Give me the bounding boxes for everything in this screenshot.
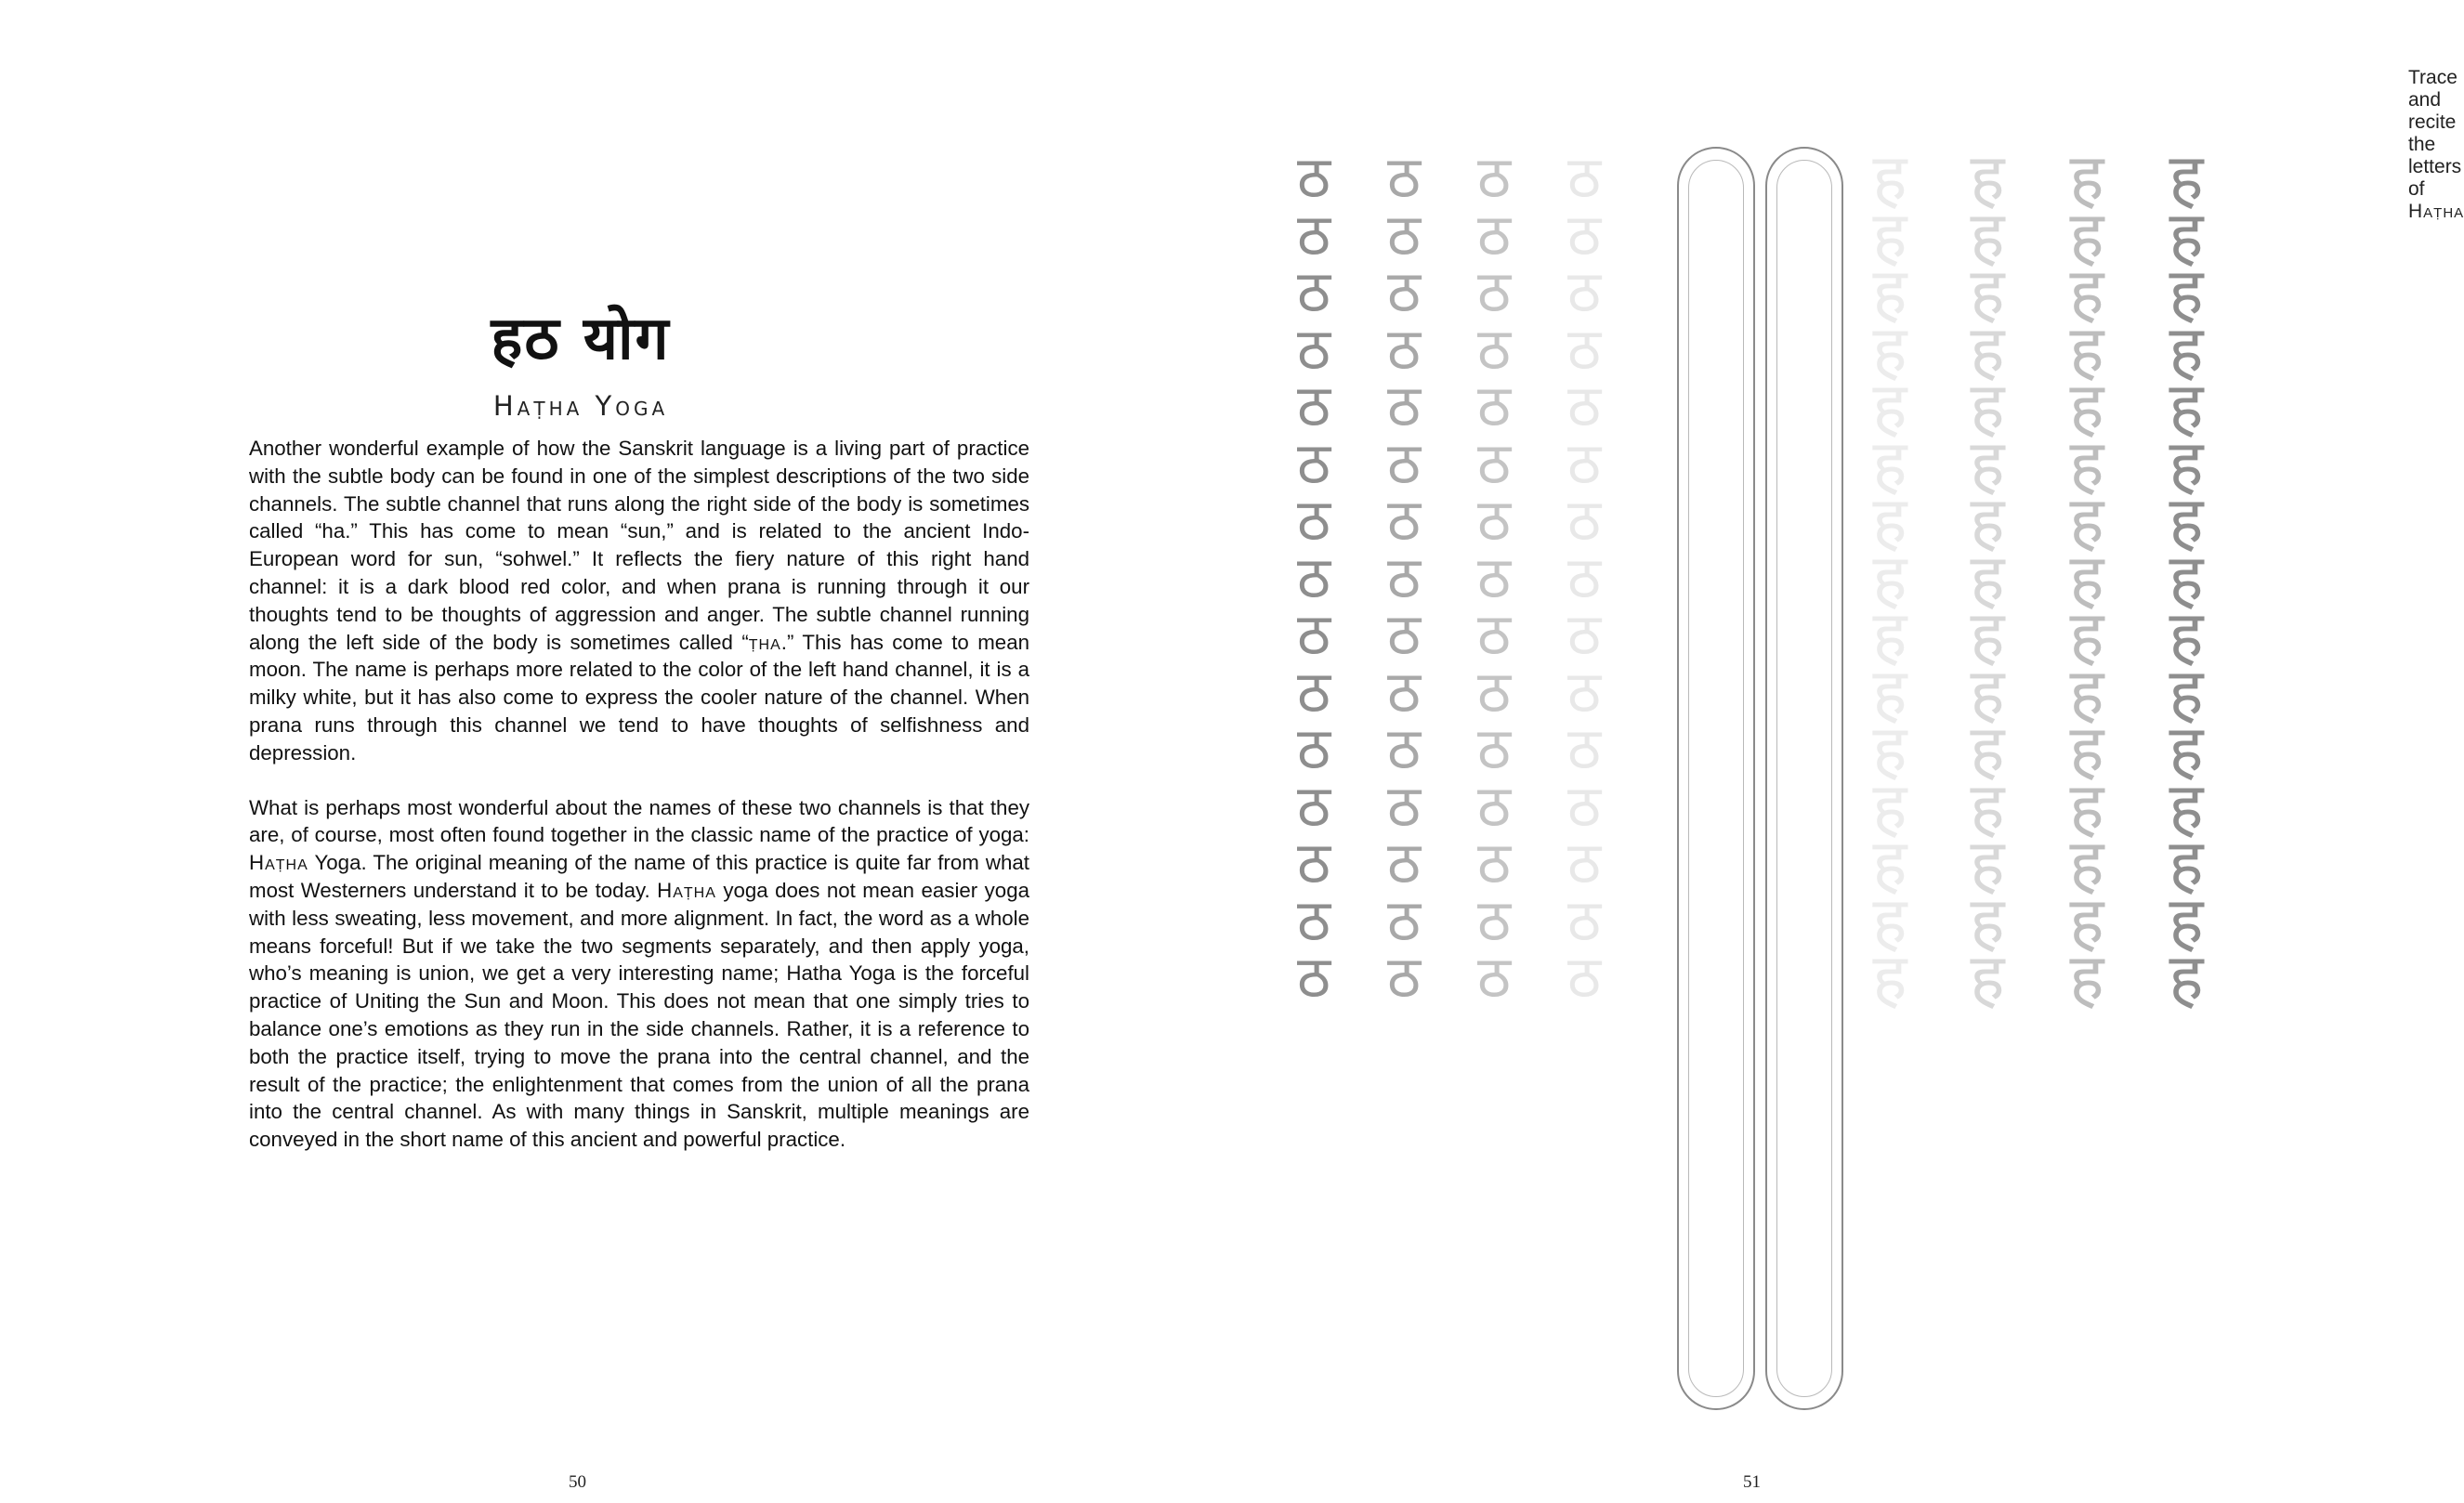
tha-glyph: ठ (1296, 714, 1331, 782)
tha-glyph: ठ (1296, 143, 1331, 211)
ha-glyph: ह (2169, 368, 2204, 444)
tha-glyph: ठ (1566, 771, 1602, 840)
tha-glyph: ठ (1476, 600, 1512, 668)
tha-glyph: ठ (1566, 829, 1602, 896)
ha-glyph: ह (1872, 711, 1907, 787)
tha-glyph: ठ (1386, 943, 1422, 1011)
text-run: .” This has come to mean moon. The name is perhaps more related to the color of the left hand channel, it is a milky white, but it has also come to express the cooler nature of the channel. When prana runs through this channel we tend to have thoughts of selfishness and depression. (249, 630, 1029, 765)
tha-glyph: ठ (1566, 428, 1602, 497)
tha-glyph: ठ (1386, 771, 1422, 840)
tha-glyph: ठ (1566, 257, 1602, 325)
ha-glyph: ह (2069, 310, 2104, 387)
tha-glyph: ठ (1296, 200, 1331, 268)
ha-glyph: ह (2069, 368, 2104, 444)
ha-glyph: ह (1872, 196, 1907, 273)
devanagari-title: हठ योग (491, 305, 671, 373)
tha-glyph: ठ (1476, 657, 1512, 725)
text-run: yoga does not mean easier yoga with less sweating, less movement, and more alignment. In fact, the word as a whole means forceful! But if we take the two segments separately, and then apply yoga, who’s meaning is union, we get a very interesting name; Hatha Yoga is the forceful practice of Uniting the Sun and Moon. This does not mean that one simply tries to balance one’s emotions as they run in the side channels. Rather, it is a reference to both the practice itself, trying to move the prana into the central channel, and the result of the practice; the enlightenment that comes from the union of all the prana into the central channel. As with many things in Sanskrit, multiple meanings are conveyed in the short name of this ancient and powerful practice. (249, 878, 1030, 1152)
tha-glyph: ठ (1566, 657, 1602, 725)
page-number-right: 51 (1743, 1472, 1761, 1492)
tha-glyph: ठ (1296, 771, 1331, 840)
ha-glyph: ह (2069, 482, 2104, 558)
ha-glyph: ह (1872, 596, 1907, 673)
ha-glyph: ह (1872, 139, 1907, 216)
ha-glyph: ह (2169, 482, 2204, 558)
tha-glyph: ठ (1386, 428, 1422, 497)
ha-glyph: ह (2069, 711, 2104, 787)
ha-glyph: ह (2169, 254, 2204, 330)
ha-glyph: ह (2069, 425, 2104, 502)
ha-glyph: ह (2169, 825, 2204, 901)
ha-glyph: ह (1970, 368, 2005, 444)
tha-glyph: ठ (1296, 372, 1331, 439)
right-page (1161, 0, 2464, 1503)
tha-glyph: ठ (1476, 943, 1512, 1011)
tha-glyph: ठ (1476, 257, 1512, 325)
ha-glyph: ह (2169, 139, 2204, 216)
tha-glyph: ठ (1296, 257, 1331, 325)
ha-glyph: ह (1970, 653, 2005, 730)
ha-glyph: ह (2169, 711, 2204, 787)
left-channel-outline (1765, 147, 1843, 1410)
ha-glyph: ह (2169, 767, 2204, 844)
text-run: Another wonderful example of how the Sanskrit language is a living part of practice with the subtle body can be found in one of the simplest descriptions of the two side channels. The subtle channel that runs along the right side of the body is sometimes called “ha.” This has come to mean “sun,” and is related to the ancient Indo-European word for sun, “sohwel.” It reflects the fiery nature of this right hand channel: it is a dark blood red color, and when prana is running through it our thoughts tend to be thoughts of aggression and anger. The subtle channel running along the left side of the body is sometimes called “ (249, 437, 1029, 654)
tha-glyph: ठ (1386, 143, 1422, 211)
ha-glyph: ह (2169, 653, 2204, 730)
tha-glyph: ठ (1476, 200, 1512, 268)
ha-glyph: ह (1872, 310, 1907, 387)
tha-glyph: ठ (1296, 657, 1331, 725)
small-caps-term: Haṭha (249, 851, 308, 875)
small-caps-term: Haṭha (657, 878, 716, 902)
roman-title: Haṭha Yoga (492, 390, 669, 422)
tha-glyph: ठ (1566, 200, 1602, 268)
small-caps-term: ṭha (748, 630, 781, 654)
tha-glyph: ठ (1386, 372, 1422, 439)
paragraph-2 (249, 794, 1029, 1154)
ha-glyph: ह (1872, 425, 1907, 502)
tha-glyph: ठ (1386, 257, 1422, 325)
left-page (0, 0, 1161, 1503)
tha-glyph: ठ (1296, 486, 1331, 554)
ha-glyph: ह (1872, 368, 1907, 444)
ha-glyph: ह (1872, 825, 1907, 901)
tha-glyph: ठ (1296, 542, 1331, 611)
tha-glyph: ठ (1386, 885, 1422, 954)
tha-glyph: ठ (1476, 486, 1512, 554)
ha-glyph: ह (2169, 310, 2204, 387)
tha-glyph: ठ (1386, 314, 1422, 383)
tha-glyph: ठ (1476, 829, 1512, 896)
ha-glyph: ह (1872, 653, 1907, 730)
ha-glyph: ह (1970, 539, 2005, 616)
tha-glyph: ठ (1566, 943, 1602, 1011)
ha-glyph: ह (1872, 254, 1907, 330)
ha-glyph: ह (1970, 767, 2005, 844)
tha-glyph: ठ (1296, 314, 1331, 383)
tha-glyph: ठ (1296, 428, 1331, 497)
ha-glyph: ह (1970, 139, 2005, 216)
tha-glyph: ठ (1386, 714, 1422, 782)
tha-glyph: ठ (1476, 372, 1512, 439)
ha-glyph: ह (1872, 482, 1907, 558)
ha-glyph: ह (2069, 882, 2104, 959)
ha-glyph: ह (2069, 767, 2104, 844)
tracing-grid (1161, 0, 2323, 1503)
ha-glyph: ह (1970, 196, 2005, 273)
tha-glyph: ठ (1386, 657, 1422, 725)
tha-glyph: ठ (1296, 829, 1331, 896)
paragraph-1 (249, 435, 1029, 767)
tha-glyph: ठ (1386, 200, 1422, 268)
ha-glyph: ह (2069, 254, 2104, 330)
ha-glyph: ह (1970, 596, 2005, 673)
right-channel-outline (1677, 147, 1755, 1410)
instruction-word: Haṭha (2408, 201, 2464, 222)
ha-glyph: ह (2069, 825, 2104, 901)
tha-glyph: ठ (1386, 486, 1422, 554)
tha-glyph: ठ (1476, 771, 1512, 840)
tha-glyph: ठ (1476, 143, 1512, 211)
body-text (249, 435, 1029, 1181)
tha-glyph: ठ (1566, 885, 1602, 954)
tha-glyph: ठ (1566, 314, 1602, 383)
ha-glyph: ह (2169, 539, 2204, 616)
text-run: Yoga. The original meaning of the name of this practice is quite far from what most Westerners understand it to be today. (249, 851, 1029, 902)
tha-glyph: ठ (1566, 714, 1602, 782)
tha-glyph: ठ (1566, 542, 1602, 611)
ha-glyph: ह (1872, 882, 1907, 959)
tha-glyph: ठ (1386, 600, 1422, 668)
ha-glyph: ह (1970, 882, 2005, 959)
tha-glyph: ठ (1476, 714, 1512, 782)
tha-glyph: ठ (1296, 943, 1331, 1011)
ha-glyph: ह (2069, 596, 2104, 673)
tha-glyph: ठ (1566, 600, 1602, 668)
tha-glyph: ठ (1296, 885, 1331, 954)
ha-glyph: ह (1970, 711, 2005, 787)
text-run: What is perhaps most wonderful about the names of these two channels is that they are, of course, most often found together in the classic name of the practice of yoga: (249, 795, 1029, 847)
ha-glyph: ह (2169, 425, 2204, 502)
ha-glyph: ह (2069, 139, 2104, 216)
page-number-left: 50 (569, 1472, 586, 1492)
ha-glyph: ह (1970, 254, 2005, 330)
tha-glyph: ठ (1476, 885, 1512, 954)
ha-glyph: ह (1970, 425, 2005, 502)
ha-glyph: ह (1872, 939, 1907, 1015)
ha-glyph: ह (2069, 653, 2104, 730)
ha-glyph: ह (1970, 825, 2005, 901)
tha-glyph: ठ (1476, 314, 1512, 383)
ha-glyph: ह (1872, 539, 1907, 616)
tha-glyph: ठ (1566, 372, 1602, 439)
tha-glyph: ठ (1386, 829, 1422, 896)
ha-glyph: ह (2169, 196, 2204, 273)
ha-glyph: ह (2069, 539, 2104, 616)
tha-glyph: ठ (1566, 143, 1602, 211)
ha-glyph: ह (1970, 939, 2005, 1015)
tha-glyph: ठ (1476, 542, 1512, 611)
ha-glyph: ह (1872, 767, 1907, 844)
trace-instruction (2408, 67, 2464, 223)
ha-glyph: ह (2169, 939, 2204, 1015)
instruction-prefix: Trace and recite the letters of (2408, 67, 2462, 200)
tha-glyph: ठ (1566, 486, 1602, 554)
tha-glyph: ठ (1386, 542, 1422, 611)
ha-glyph: ह (2169, 882, 2204, 959)
ha-glyph: ह (2069, 196, 2104, 273)
tha-glyph: ठ (1476, 428, 1512, 497)
ha-glyph: ह (1970, 310, 2005, 387)
ha-glyph: ह (1970, 482, 2005, 558)
tha-glyph: ठ (1296, 600, 1331, 668)
ha-glyph: ह (2069, 939, 2104, 1015)
ha-glyph: ह (2169, 596, 2204, 673)
